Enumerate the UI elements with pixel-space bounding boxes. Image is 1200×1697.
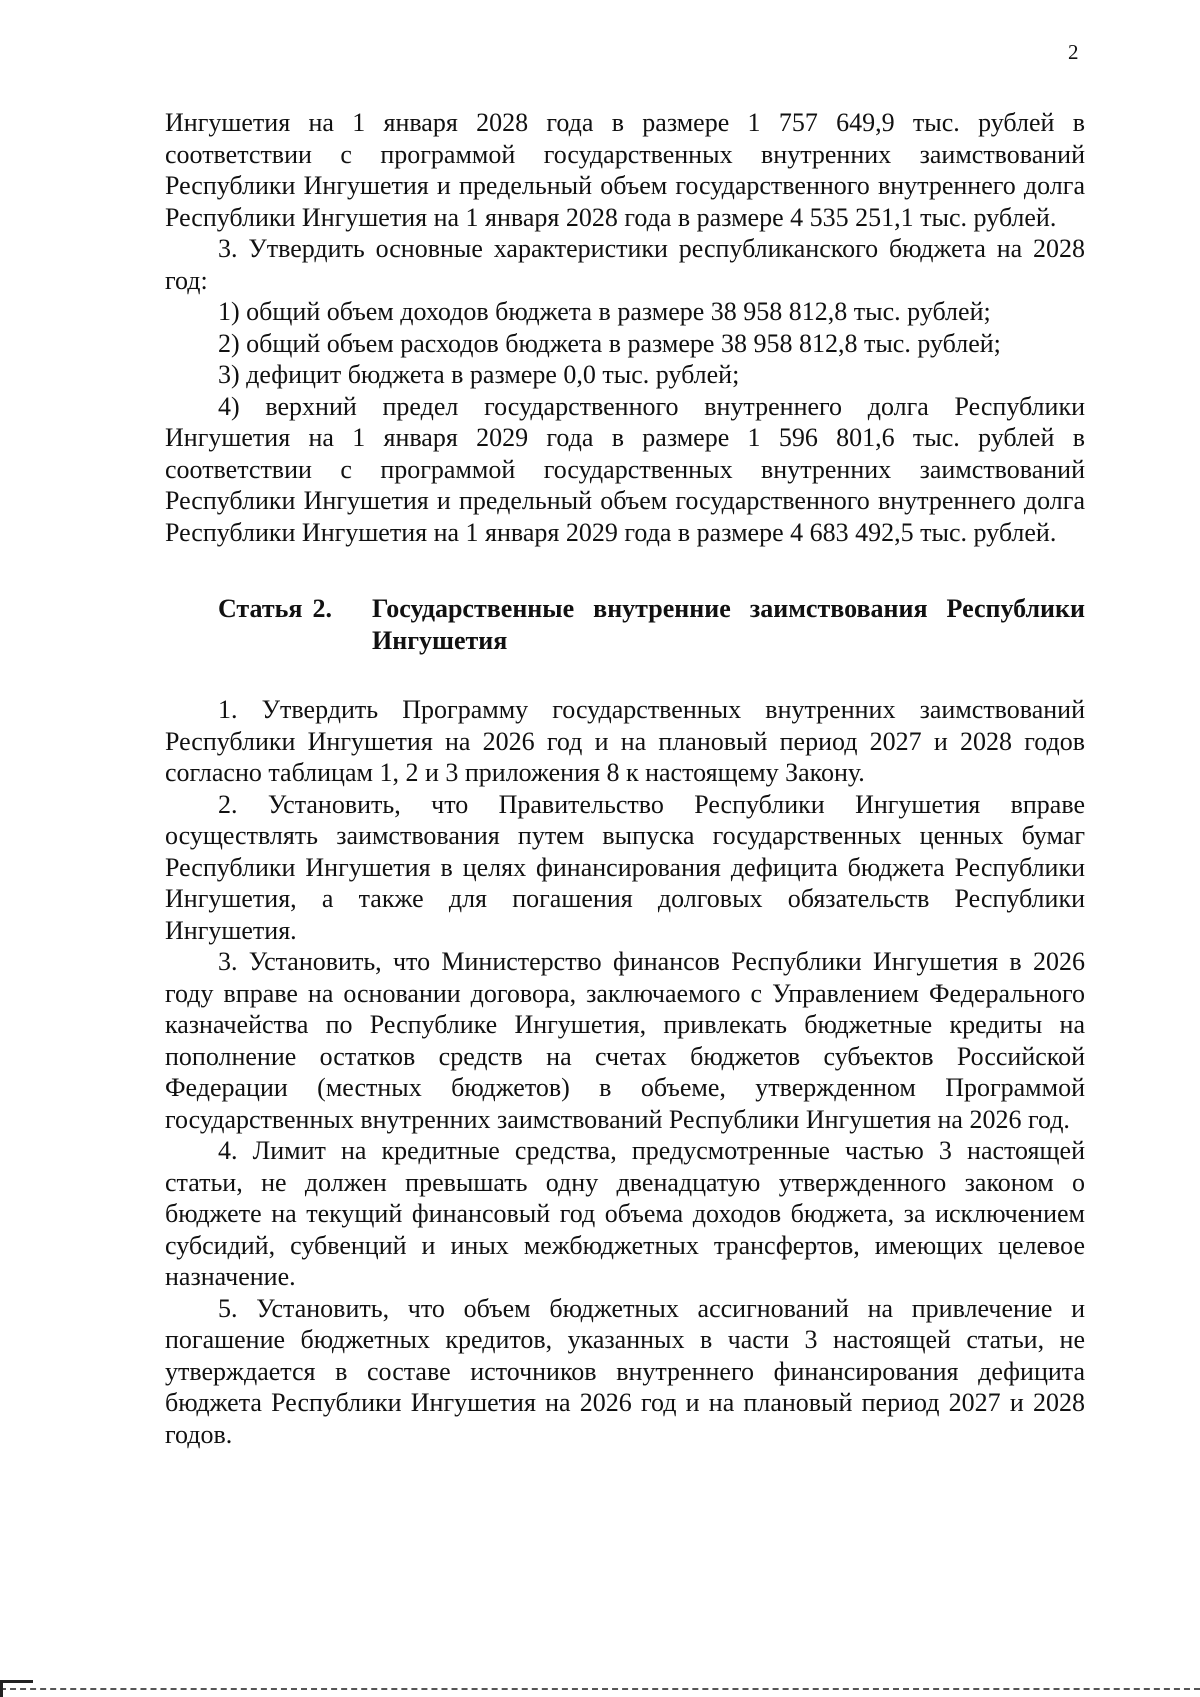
article-paragraph-4: 4. Лимит на кредитные средства, предусмотренные частью 3 настоящей статьи, не должен превышать одну двенадцатую утвержденного законом о бюджете на текущий финансовый год объема доходов бюджета, за исключением субсидий, субвенций и иных межбюджетных трансфертов, имеющих целевое назначение. (165, 1136, 1085, 1291)
paragraph-item-3: 3. Утвердить основные характеристики республиканского бюджета на 2028 год: (165, 234, 1085, 295)
article-paragraph-5: 5. Установить, что объем бюджетных ассигнований на привлечение и погашение бюджетных кредитов, указанных в части 3 настоящей статьи, не утверждается в составе источников внутреннего финансирования дефицита бюджета Республики Ингушетия на 2026 год и на плановый период 2027 и 2028 годов. (165, 1293, 1085, 1449)
article-heading (165, 593, 1085, 656)
scan-corner-mark (0, 1680, 33, 1697)
scan-bottom-edge (0, 1688, 1200, 1690)
paragraph-subitem-3: 3) дефицит бюджета в размере 0,0 тыс. рублей; (218, 360, 740, 389)
article-word: Статья (218, 594, 303, 623)
article-label (165, 593, 372, 656)
article-paragraph-2: 2. Установить, что Правительство Республики Ингушетия вправе осуществлять заимствования путем выпуска государственных ценных бумаг Республики Ингушетия в целях финансирования дефицита бюджета Республики Ингушетия, а также для погашения долговых обязательств Республики Ингушетия. (165, 789, 1085, 945)
article-title: Государственные внутренние заимствования Республики Ингушетия (372, 594, 1085, 655)
page-number: 2 (1068, 40, 1079, 64)
paragraph-continuation: Ингушетия на 1 января 2028 года в размере 1 757 649,9 тыс. рублей в соответствии с программой государственных внутренних заимствований Республики Ингушетия и предельный объем государственного внутреннего долга Республики Ингушетия на 1 января 2028 года в размере 4 535 251,1 тыс. рублей. (165, 108, 1085, 232)
article-paragraph-1: 1. Утвердить Программу государственных внутренних заимствований Республики Ингушетия на 2026 год и на плановый период 2027 и 2028 годов согласно таблицам 1, 2 и 3 приложения 8 к настоящему Закону. (165, 695, 1085, 787)
document-body (165, 107, 1085, 1450)
paragraph-subitem-4: 4) верхний предел государственного внутреннего долга Республики Ингушетия на 1 января 2029 года в размере 1 596 801,6 тыс. рублей в соответствии с программой государственных внутренних заимствований Республики Ингушетия и предельный объем государственного внутреннего долга Республики Ингушетия на 1 января 2029 года в размере 4 683 492,5 тыс. рублей. (165, 391, 1085, 547)
paragraph-subitem-1: 1) общий объем доходов бюджета в размере 38 958 812,8 тыс. рублей; (218, 297, 991, 326)
article-number: 2. (312, 594, 332, 623)
paragraph-subitem-2: 2) общий объем расходов бюджета в размере 38 958 812,8 тыс. рублей; (218, 328, 1001, 358)
article-paragraph-3: 3. Установить, что Министерство финансов Республики Ингушетия в 2026 году вправе на основании договора, заключаемого с Управлением Федерального казначейства по Республике Ингушетия, привлекать бюджетные кредиты на пополнение остатков средств на счетах бюджетов субъектов Российской Федерации (местных бюджетов) в объеме, утвержденном Программой государственных внутренних заимствований Республики Ингушетия на 2026 год. (165, 947, 1085, 1134)
